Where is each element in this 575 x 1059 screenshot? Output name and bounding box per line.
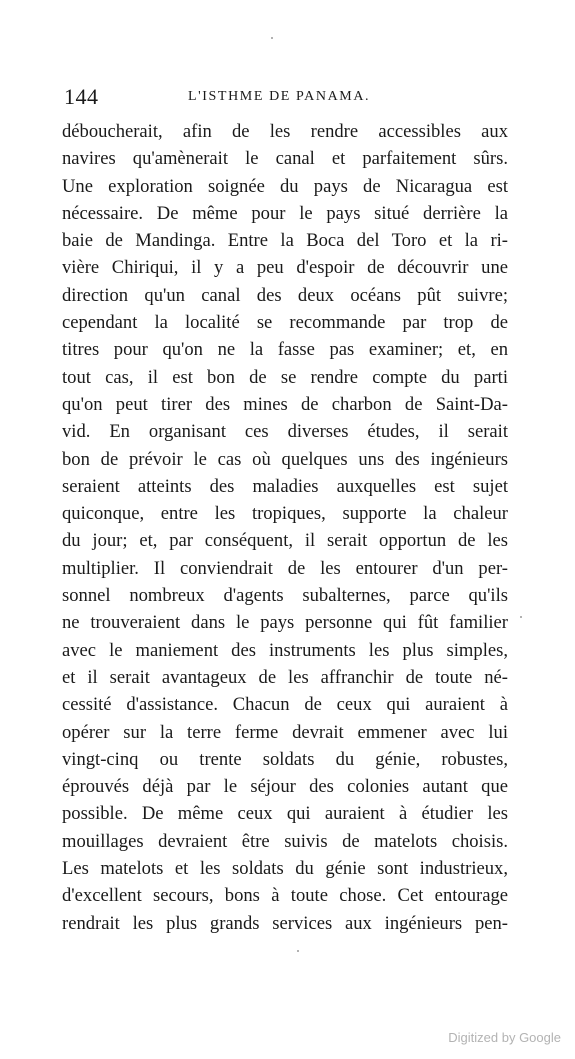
text-line: mouillages devraient être suivis de matelots choisis. [62, 830, 508, 852]
ink-speck [297, 950, 299, 952]
ink-speck [271, 37, 273, 39]
text-line: ne trouveraient dans le pays personne qui fût familier [62, 612, 508, 634]
text-line: rendrait les plus grands services aux ingénieurs pen- [62, 912, 508, 934]
running-title: L'ISTHME DE PANAMA. [188, 89, 371, 104]
digitized-watermark: Digitized by Google [448, 1030, 561, 1045]
text-line: Une exploration soignée du pays de Nicaragua est [62, 175, 508, 197]
text-line: qu'on peut tirer des mines de charbon de Saint-Da- [62, 393, 508, 415]
text-line: déboucherait, afin de les rendre accessibles aux [62, 121, 508, 142]
text-line: quiconque, entre les tropiques, supporte la chaleur [62, 503, 508, 525]
text-line: vid. En organisant ces diverses études, il serait [62, 421, 508, 443]
text-line: cependant la localité se recommande par trop de [62, 312, 508, 334]
text-line: direction qu'un canal des deux océans pût suivre; [62, 284, 508, 306]
text-line: du jour; et, par conséquent, il serait opportun de les [62, 530, 508, 552]
text-line: seraient atteints des maladies auxquelles est sujet [62, 475, 508, 497]
text-line: nécessaire. De même pour le pays situé derrière la [62, 202, 508, 224]
text-line: baie de Mandinga. Entre la Boca del Toro et la ri- [62, 230, 508, 252]
text-line: d'excellent secours, bons à toute chose. Cet entourage [62, 885, 508, 907]
text-line: cessité d'assistance. Chacun de ceux qui auraient à [62, 694, 508, 716]
text-line: navires qu'amènerait le canal et parfaitement sûrs. [62, 148, 508, 170]
text-line: sonnel nombreux d'agents subalternes, parce qu'ils [62, 585, 508, 607]
text-line: tout cas, il est bon de se rendre compte du parti [62, 366, 508, 388]
page-number: 144 [64, 84, 99, 109]
text-line: Les matelots et les soldats du génie sont industrieux, [62, 858, 508, 880]
text-line: avec le maniement des instruments les plus simples, [62, 639, 508, 661]
text-line: multiplier. Il conviendrait de les entourer d'un per- [62, 557, 508, 579]
text-line: possible. De même ceux qui auraient à étudier les [62, 803, 508, 825]
text-line: bon de prévoir le cas où quelques uns des ingénieurs [62, 448, 508, 470]
text-line: vingt-cinq ou trente soldats du génie, robustes, [62, 748, 508, 770]
body-text [62, 118, 508, 937]
text-line: titres pour qu'on ne la fasse pas examiner; et, en [62, 339, 508, 361]
ink-speck [520, 616, 522, 618]
running-header [64, 84, 508, 110]
text-line: éprouvés déjà par le séjour des colonies autant que [62, 776, 508, 798]
text-line: vière Chiriqui, il y a peu d'espoir de découvrir une [62, 257, 508, 279]
text-line: et il serait avantageux de les affranchir de toute né- [62, 666, 508, 688]
text-line: opérer sur la terre ferme devrait emmener avec lui [62, 721, 508, 743]
